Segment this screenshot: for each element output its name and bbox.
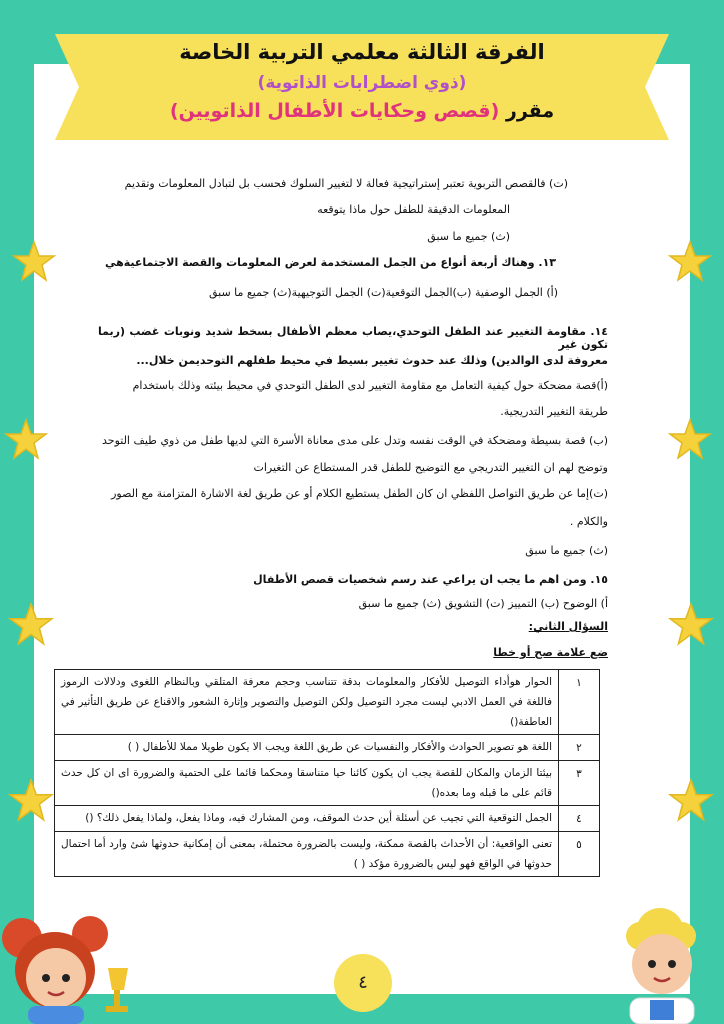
question-13: ١٣. وهناك أربعة أنواع من الجمل المستخدمة لعرض المعلومات والقصة الاجتماعيةهي bbox=[104, 256, 556, 269]
row-number: ٥ bbox=[559, 832, 600, 877]
table-row bbox=[55, 670, 600, 735]
instruction: ضع علامة صح أو خطا bbox=[493, 646, 608, 659]
question-14: ١٤. مقاومة التغيير عند الطفل التوحدي،يصاب معظم الأطفال بسخط شديد ونوبات غضب (ربما تكون غير bbox=[98, 325, 608, 351]
question-13-options: (أ) الجمل الوصفية (ب)الجمل التوقعية(ت) الجمل التوجيهية(ث) جميع ما سبق bbox=[208, 286, 558, 299]
course-name: (قصص وحكايات الأطفال الذاتويين) bbox=[169, 100, 500, 122]
table-row bbox=[55, 832, 600, 877]
header-title: الفرقة الثالثة معلمي التربية الخاصة bbox=[179, 40, 545, 64]
table-row bbox=[55, 735, 600, 761]
question-15: ١٥. ومن اهم ما يجب ان يراعي عند رسم شخصيات قصص الأطفال bbox=[253, 573, 608, 586]
row-statement: تعنى الواقعية: أن الأحداث بالقصة ممكنة، وليست بالضرورة محتملة، بمعنى أن إمكانية حدوثها شئ وارد أما احتمال حدوثها في الواقع فهو ليس بالضرورة مؤكد ( ) bbox=[55, 832, 559, 877]
option-c-cont: والكلام . bbox=[569, 515, 608, 528]
option-b-cont: وتوضح لهم ان التغيير التدريجي مع التوضيح للطفل قدر المستطاع عن التغيرات bbox=[253, 461, 608, 474]
question-14-cont: معروفة لدى الوالدين) وذلك عند حدوث تغيير بسيط في محيط طفلهم التوحديمن خلال... bbox=[136, 354, 608, 367]
option-c: (ت)إما عن طريق التواصل اللفظي ان كان الطفل يستطيع الكلام أو عن طريق لغة الاشارة المتزامنة مع الصور bbox=[111, 487, 608, 500]
star-icon bbox=[4, 418, 48, 462]
option-a-cont: طريقة التغيير التدريجية. bbox=[500, 405, 608, 418]
course-prefix: مقرر bbox=[505, 100, 555, 122]
row-statement: اللغة هو تصوير الحوادث والأفكار والنفسيات عن طريق اللغة ويجب الا يكون طويلا مملا للأطفال ( ) bbox=[55, 735, 559, 761]
row-number: ٢ bbox=[559, 735, 600, 761]
header-subtitle: (ذوي اضطرابات الذاتوية) bbox=[257, 73, 467, 93]
star-icon bbox=[12, 240, 56, 284]
row-number: ٣ bbox=[559, 761, 600, 806]
star-icon bbox=[8, 778, 54, 824]
header-ribbon bbox=[55, 34, 669, 140]
page-number: ٤ bbox=[334, 954, 392, 1012]
option-line: المعلومات الدقيقة للطفل حول ماذا يتوقعه bbox=[317, 203, 510, 216]
header-course bbox=[55, 100, 669, 122]
row-statement: الحوار هوأداء التوصيل للأفكار والمعلومات بدقة تتناسب وحجم معرفة المتلقي وبالنظام اللغوى ودلالات الرموز فاللغة في العمل الادبي ليست مجرد التوصيل ولكن التوصيل والتصوير وإثارة الشعور والاقناع عن طريق التأثير في العاطفة() bbox=[55, 670, 559, 735]
option-a: (أ)قصة مضحكة حول كيفية التعامل مع مقاومة التغيير لدى الطفل التوحدي في محيط بيئته وذلك باستخدام bbox=[132, 379, 608, 392]
table-row bbox=[55, 806, 600, 832]
row-statement: بيئتا الزمان والمكان للقصة يجب ان يكون كائنا حيا متناسقا ومحكما قائما على الحتمية والضرورة اى ان كل حدث قائم على ما قبله وما بعده() bbox=[55, 761, 559, 806]
option-line: (ث) جميع ما سبق bbox=[427, 230, 510, 243]
option-line: (ت) فالقصص التربوية تعتبر إستراتيجية فعالة لا لتغيير السلوك فحسب بل لتبادل المعلومات وتقديم bbox=[124, 177, 568, 190]
row-number: ١ bbox=[559, 670, 600, 735]
option-b: (ب) قصة بسيطة ومضحكة في الوقت نفسه وتدل على مدى معاناة الأسرة التي لديها طفل من ذوي طيف التوحد bbox=[102, 434, 608, 447]
star-icon bbox=[8, 602, 54, 648]
table-row bbox=[55, 761, 600, 806]
star-icon bbox=[668, 240, 712, 284]
boy-illustration-icon bbox=[600, 902, 724, 1024]
girl-illustration-icon bbox=[0, 908, 130, 1024]
option-d: (ث) جميع ما سبق bbox=[525, 544, 608, 557]
row-statement: الجمل التوقعية التي تجيب عن أسئلة أين حدث الموقف، ومن المشارك فيه، وماذا يفعل، ولماذا يفعل ذلك؟ () bbox=[55, 806, 559, 832]
star-icon bbox=[668, 602, 714, 648]
question-15-options: أ) الوضوح (ب) التمييز (ت) التشويق (ث) جميع ما سبق bbox=[358, 597, 608, 610]
true-false-table bbox=[54, 669, 600, 877]
section-heading: السؤال الثاني: bbox=[528, 620, 608, 633]
star-icon bbox=[668, 418, 712, 462]
row-number: ٤ bbox=[559, 806, 600, 832]
star-icon bbox=[668, 778, 714, 824]
